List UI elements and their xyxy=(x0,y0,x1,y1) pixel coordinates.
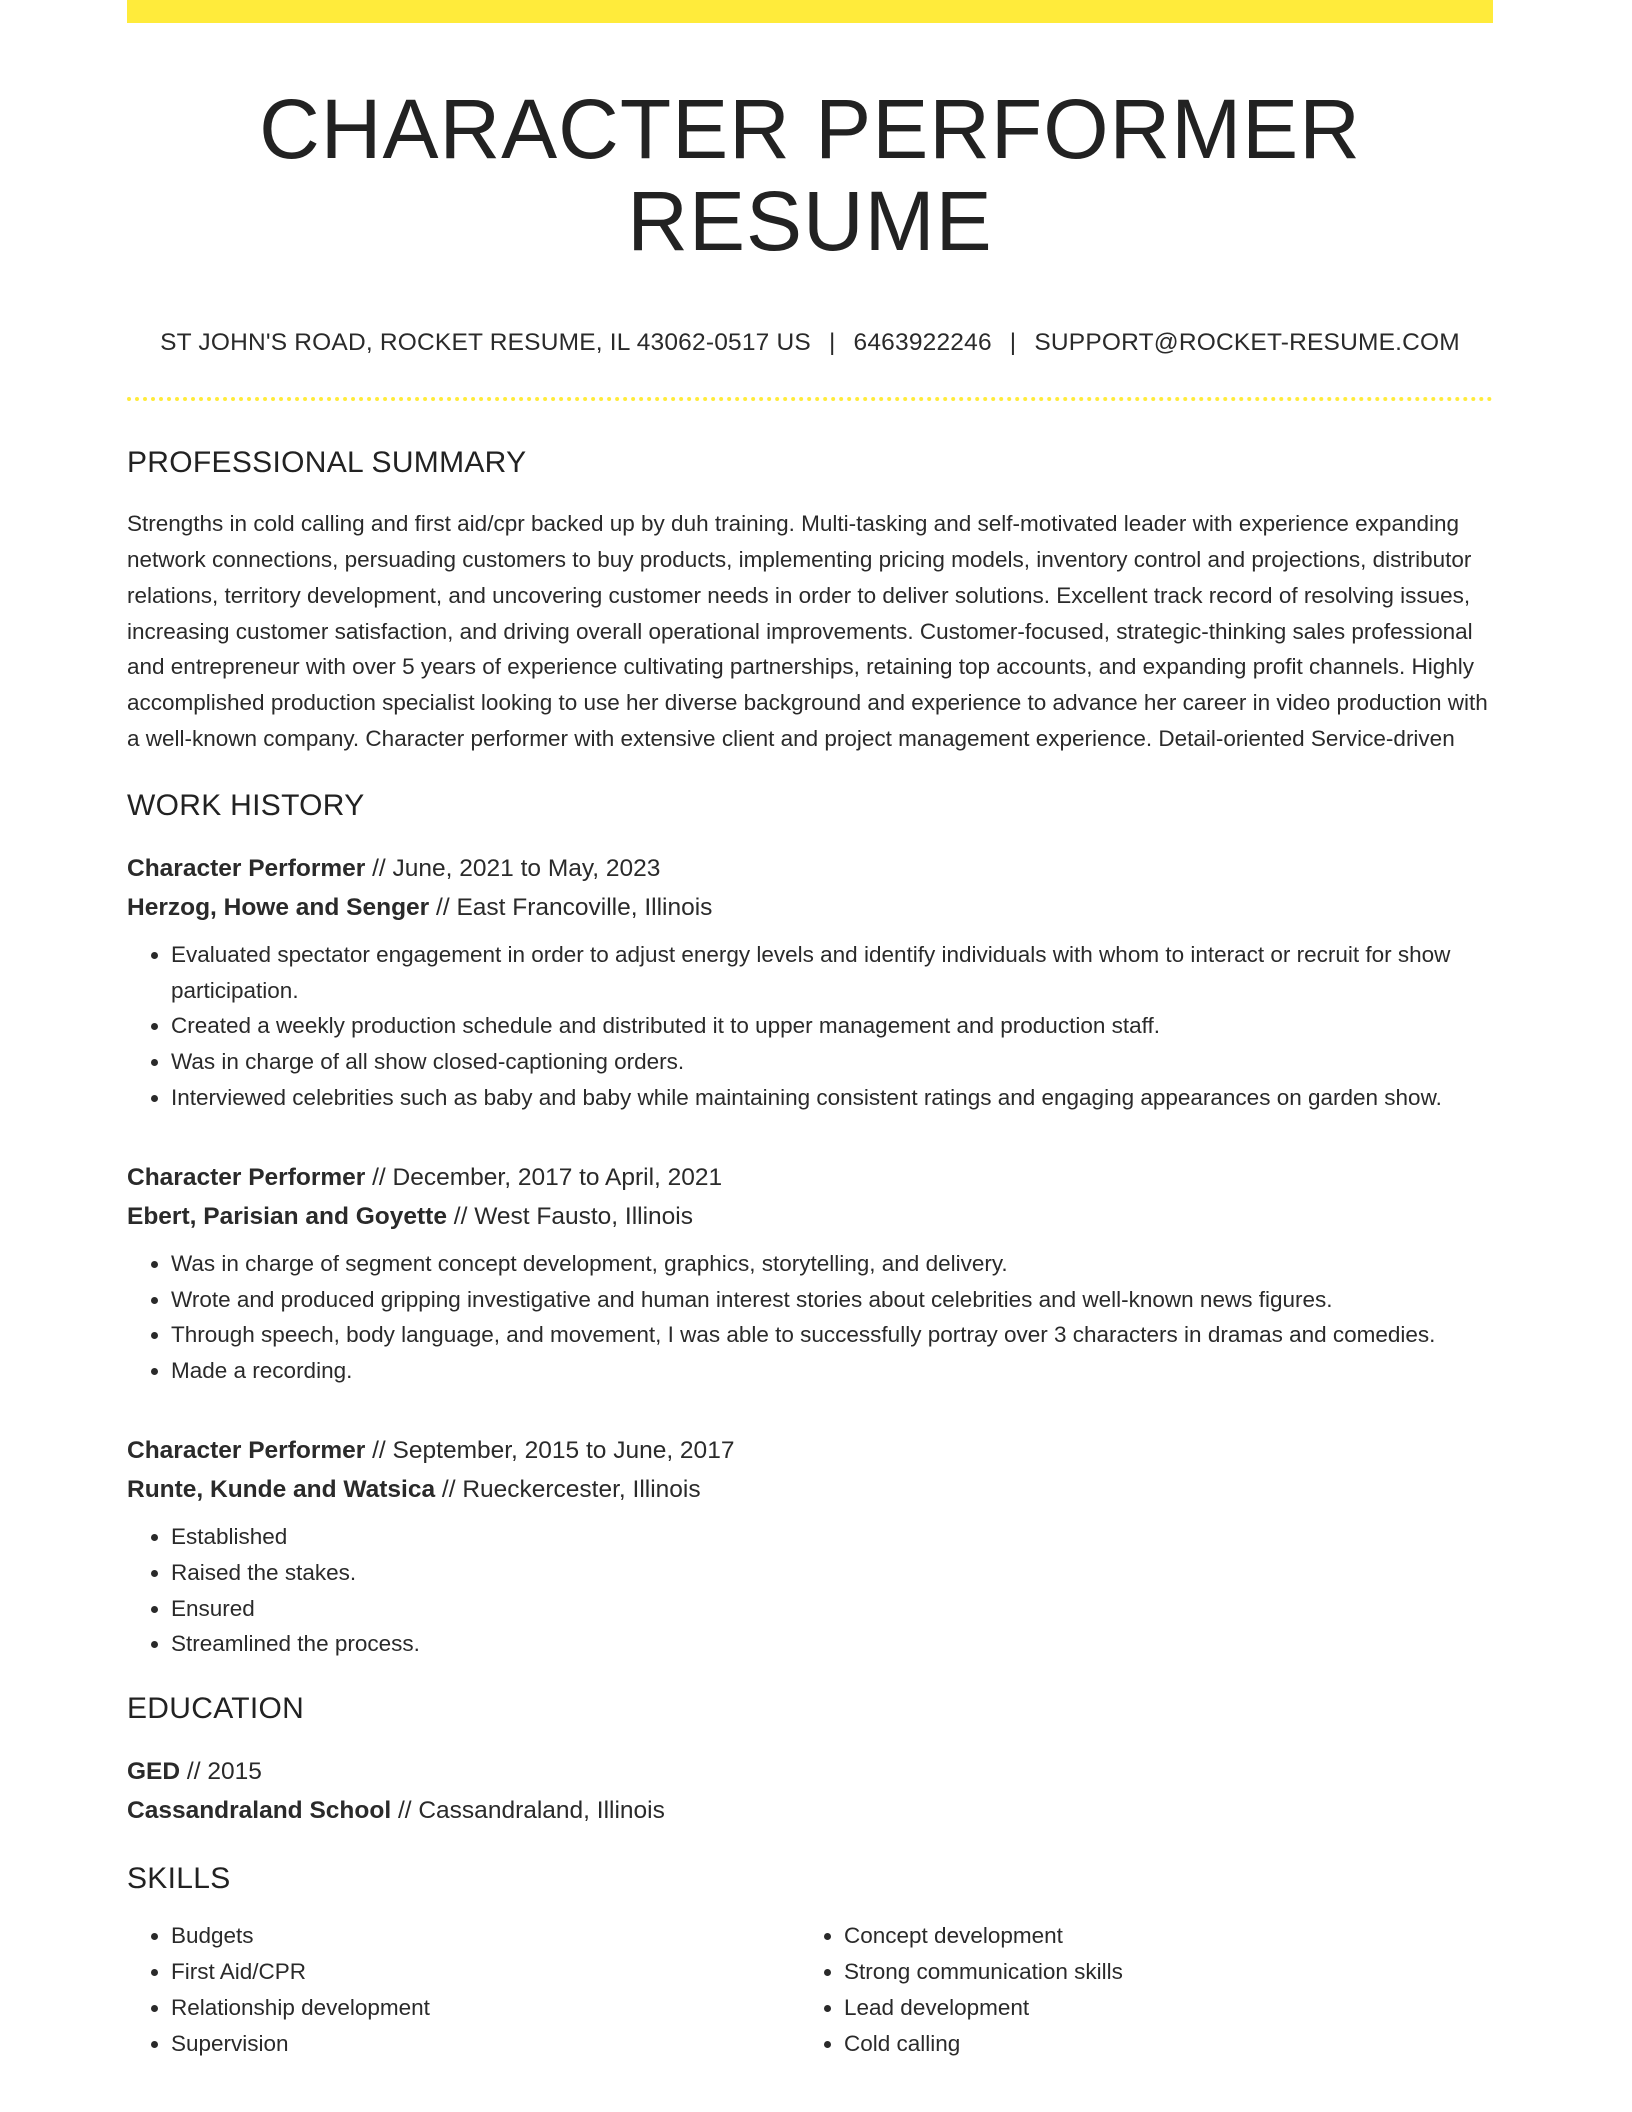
job-dates: // September, 2015 to June, 2017 xyxy=(365,1436,735,1464)
job-bullet: • Made a recording. xyxy=(171,1353,1493,1389)
skill-item: • Supervision xyxy=(171,2026,800,2062)
top-accent-bar xyxy=(127,0,1493,23)
skills-column-right xyxy=(800,1918,1473,2061)
job-bullet: • Wrote and produced gripping investigative and human interest stories about celebrities and well-known news figures. xyxy=(171,1282,1493,1318)
education-degree-line xyxy=(127,1752,1493,1791)
job-bullets xyxy=(127,1519,1493,1662)
education-year: // 2015 xyxy=(180,1758,262,1786)
job-dates: // June, 2021 to May, 2023 xyxy=(365,854,661,882)
contact-phone: 6463922246 xyxy=(853,328,992,356)
job-location: // Rueckercester, Illinois xyxy=(435,1475,701,1503)
job-title: Character Performer xyxy=(127,854,366,882)
job-company: Runte, Kunde and Watsica xyxy=(127,1475,436,1503)
skill-item: • Cold calling xyxy=(844,2026,1473,2062)
job-location: // West Fausto, Illinois xyxy=(446,1202,693,1230)
skill-item: • Budgets xyxy=(171,1918,800,1954)
skill-item: • First Aid/CPR xyxy=(171,1954,800,1990)
education-location: // Cassandraland, Illinois xyxy=(391,1797,665,1825)
job-bullet: • Ensured xyxy=(171,1591,1493,1627)
job-title: Character Performer xyxy=(127,1163,366,1191)
education-school: Cassandraland School xyxy=(127,1797,392,1825)
contact-address: ST JOHN'S ROAD, ROCKET RESUME, IL 43062-0517 US xyxy=(160,328,811,356)
job-bullet: • Interviewed celebrities such as baby and baby while maintaining consistent ratings and engaging appearances on garden show. xyxy=(171,1080,1493,1116)
job-bullet: • Was in charge of segment concept development, graphics, storytelling, and delivery. xyxy=(171,1246,1493,1282)
job-location: // East Francoville, Illinois xyxy=(429,893,713,921)
summary-text: Strengths in cold calling and first aid/cpr backed up by duh training. Multi-tasking and self-motivated leader with experience expanding network connections, persuading customers to buy products, implementing pricing models, inventory control and projections, distributor relations, territory development, and uncovering customer needs in order to deliver solutions. Excellent track record of resolving issues, increasing customer satisfaction, and driving overall operational improvements. Customer-focused, strategic-thinking sales professional and entrepreneur with over 5 years of experience cultivating partnerships, retaining top accounts, and expanding profit channels. Highly accomplished production specialist looking to use her diverse background and experience to advance her career in video production with a well-known company. Character performer with extensive client and project management experience. Detail-oriented Service-driven xyxy=(127,511,1488,751)
summary-heading: PROFESSIONAL SUMMARY xyxy=(127,446,527,480)
job-title-line xyxy=(127,849,1493,888)
job-title-line xyxy=(127,1431,1493,1470)
job-company: Ebert, Parisian and Goyette xyxy=(127,1202,447,1230)
contact-separator: | xyxy=(828,328,836,356)
skill-item: • Lead development xyxy=(844,1990,1473,2026)
education-degree: GED xyxy=(127,1758,181,1786)
resume-page xyxy=(127,0,1493,2061)
skill-item: • Concept development xyxy=(844,1918,1473,1954)
work-history-heading: WORK HISTORY xyxy=(127,788,365,822)
job-bullet: • Streamlined the process. xyxy=(171,1626,1493,1662)
resume-title: CHARACTER PERFORMER RESUME xyxy=(259,82,1361,269)
dotted-divider xyxy=(127,397,1493,401)
job-title: Character Performer xyxy=(127,1436,366,1464)
contact-email: SUPPORT@ROCKET-RESUME.COM xyxy=(1034,328,1460,356)
skills-grid xyxy=(127,1918,1493,2061)
job-entry xyxy=(127,1158,1493,1389)
job-bullet: • Through speech, body language, and movement, I was able to successfully portray over 3 characters in dramas and comedies. xyxy=(171,1317,1493,1353)
contact-separator: | xyxy=(1009,328,1017,356)
skill-item: • Relationship development xyxy=(171,1990,800,2026)
job-title-line xyxy=(127,1158,1493,1197)
job-company: Herzog, Howe and Senger xyxy=(127,893,430,921)
education-heading: EDUCATION xyxy=(127,1692,305,1726)
skills-heading: SKILLS xyxy=(127,1862,231,1896)
job-company-line xyxy=(127,1197,1493,1236)
job-bullet: • Created a weekly production schedule and distributed it to upper management and production staff. xyxy=(171,1008,1493,1044)
education-school-line xyxy=(127,1791,1493,1830)
job-company-line xyxy=(127,888,1493,927)
job-entry xyxy=(127,849,1493,1116)
job-bullets xyxy=(127,937,1493,1116)
contact-line xyxy=(127,328,1493,357)
job-dates: // December, 2017 to April, 2021 xyxy=(365,1163,723,1191)
job-bullet: • Was in charge of all show closed-captioning orders. xyxy=(171,1044,1493,1080)
job-bullet: • Raised the stakes. xyxy=(171,1555,1493,1591)
education-entry xyxy=(127,1752,1493,1830)
skill-item: • Strong communication skills xyxy=(844,1954,1473,1990)
job-bullet: • Evaluated spectator engagement in order to adjust energy levels and identify individuals with whom to interact or recruit for show participation. xyxy=(171,937,1493,1009)
skills-column-left xyxy=(127,1918,800,2061)
job-entry xyxy=(127,1431,1493,1662)
job-company-line xyxy=(127,1470,1493,1509)
job-bullets xyxy=(127,1246,1493,1389)
job-bullet: • Established xyxy=(171,1519,1493,1555)
